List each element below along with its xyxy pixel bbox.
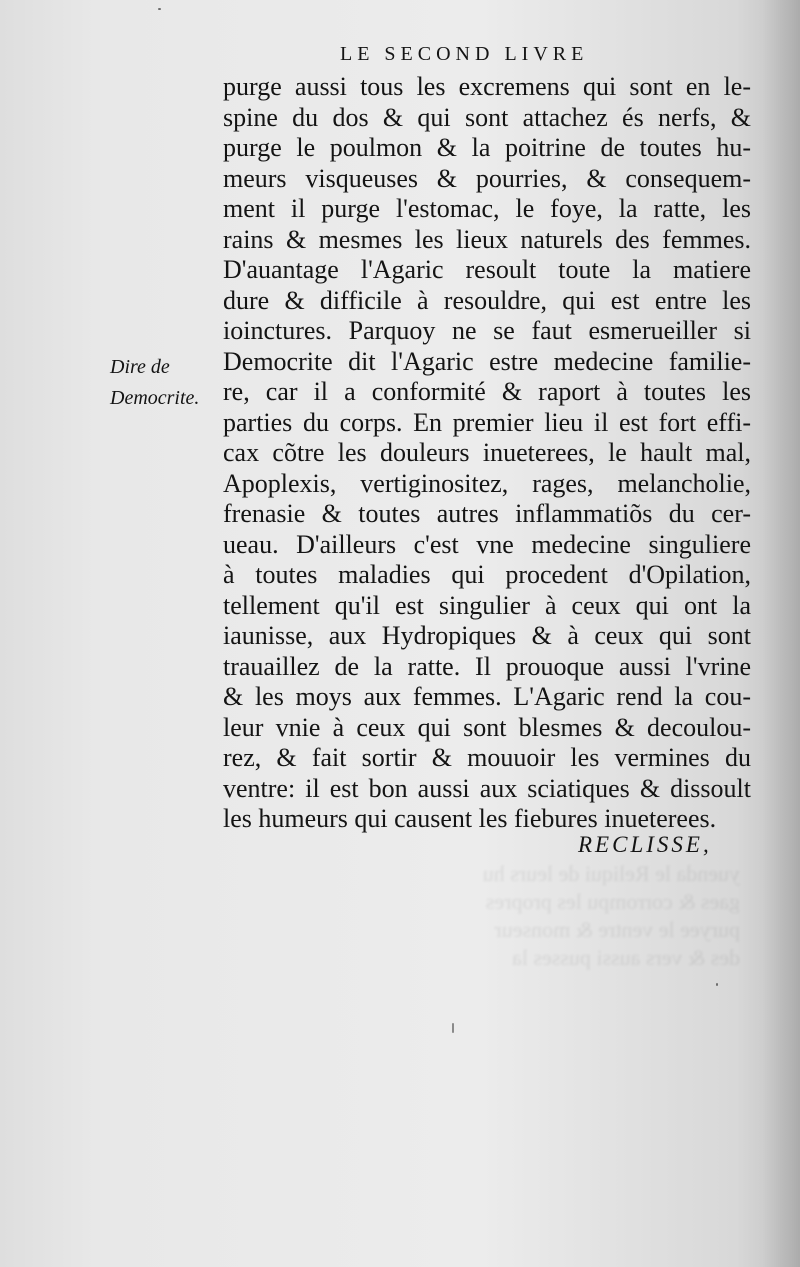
text-line: spine du dos & qui sont attachez és nerfs, & xyxy=(223,102,751,132)
text-line: à toutes maladies qui procedent d'Opilation, xyxy=(223,560,751,589)
text-line: purge aussi tous les excremens qui sont en le- xyxy=(223,72,751,101)
text-line: meurs visqueuses & pourries, & consequem- xyxy=(223,163,751,193)
text-line: dure & difficile à resouldre, qui est entre les xyxy=(223,285,751,315)
margin-note xyxy=(110,352,199,414)
text-line: Democrite dit l'Agaric estre medecine familie- xyxy=(223,346,751,376)
paper-speck xyxy=(452,1023,454,1033)
paper-speck xyxy=(716,983,718,986)
text-line: ioinctures. Parquoy ne se faut esmerueiller si xyxy=(223,316,751,345)
text-line: parties du corps. En premier lieu il est fort effi- xyxy=(223,407,751,437)
text-line: trauaillez de la ratte. Il prouoque aussi l'vrine xyxy=(223,651,751,681)
page-edge-shadow xyxy=(762,0,800,1267)
text-line: Apoplexis, vertiginositez, rages, melancholie, xyxy=(223,468,751,498)
text-line: & les moys aux femmes. L'Agaric rend la cou- xyxy=(223,682,751,711)
text-line: ment il purge l'estomac, le foye, la ratte, les xyxy=(223,194,751,223)
catchword: RECLISSE, xyxy=(578,832,712,857)
text-line: D'auantage l'Agaric resoult toute la matiere xyxy=(223,255,751,284)
text-line: ventre: il est bon aussi aux sciatiques & dissoult xyxy=(223,773,751,803)
text-line: re, car il a conformité & raport à toutes les xyxy=(223,377,751,406)
text-line: tellement qu'il est singulier à ceux qui ont la xyxy=(223,590,751,620)
text-line: les humeurs qui causent les fiebures inueterees. xyxy=(223,804,717,833)
text-line: rains & mesmes les lieux naturels des femmes. xyxy=(223,224,751,254)
text-line: ueau. D'ailleurs c'est vne medecine singuliere xyxy=(223,529,751,559)
show-through-text: yuenda le Reliqui de leurs hu gaes & corrompu les propres puryee le ventre & monseur des & vers aussi pusses la xyxy=(482,861,740,970)
text-line: cax cõtre les douleurs inueterees, le hault mal, xyxy=(223,438,751,467)
text-line: purge le poulmon & la poitrine de toutes hu- xyxy=(223,133,751,162)
text-line: rez, & fait sortir & mouuoir les vermines du xyxy=(223,743,751,772)
text-line: leur vnie à ceux qui sont blesmes & decoulou- xyxy=(223,712,751,742)
text-line: frenasie & toutes autres inflammatiõs du cer- xyxy=(223,499,751,528)
body-text xyxy=(223,72,751,835)
paper-speck xyxy=(158,8,161,10)
margin-note-line: Democrite. xyxy=(110,387,200,409)
margin-note-line: Dire de xyxy=(110,356,170,378)
running-head: LE SECOND LIVRE xyxy=(340,43,589,65)
text-line: iaunisse, aux Hydropiques & à ceux qui sont xyxy=(223,621,751,650)
